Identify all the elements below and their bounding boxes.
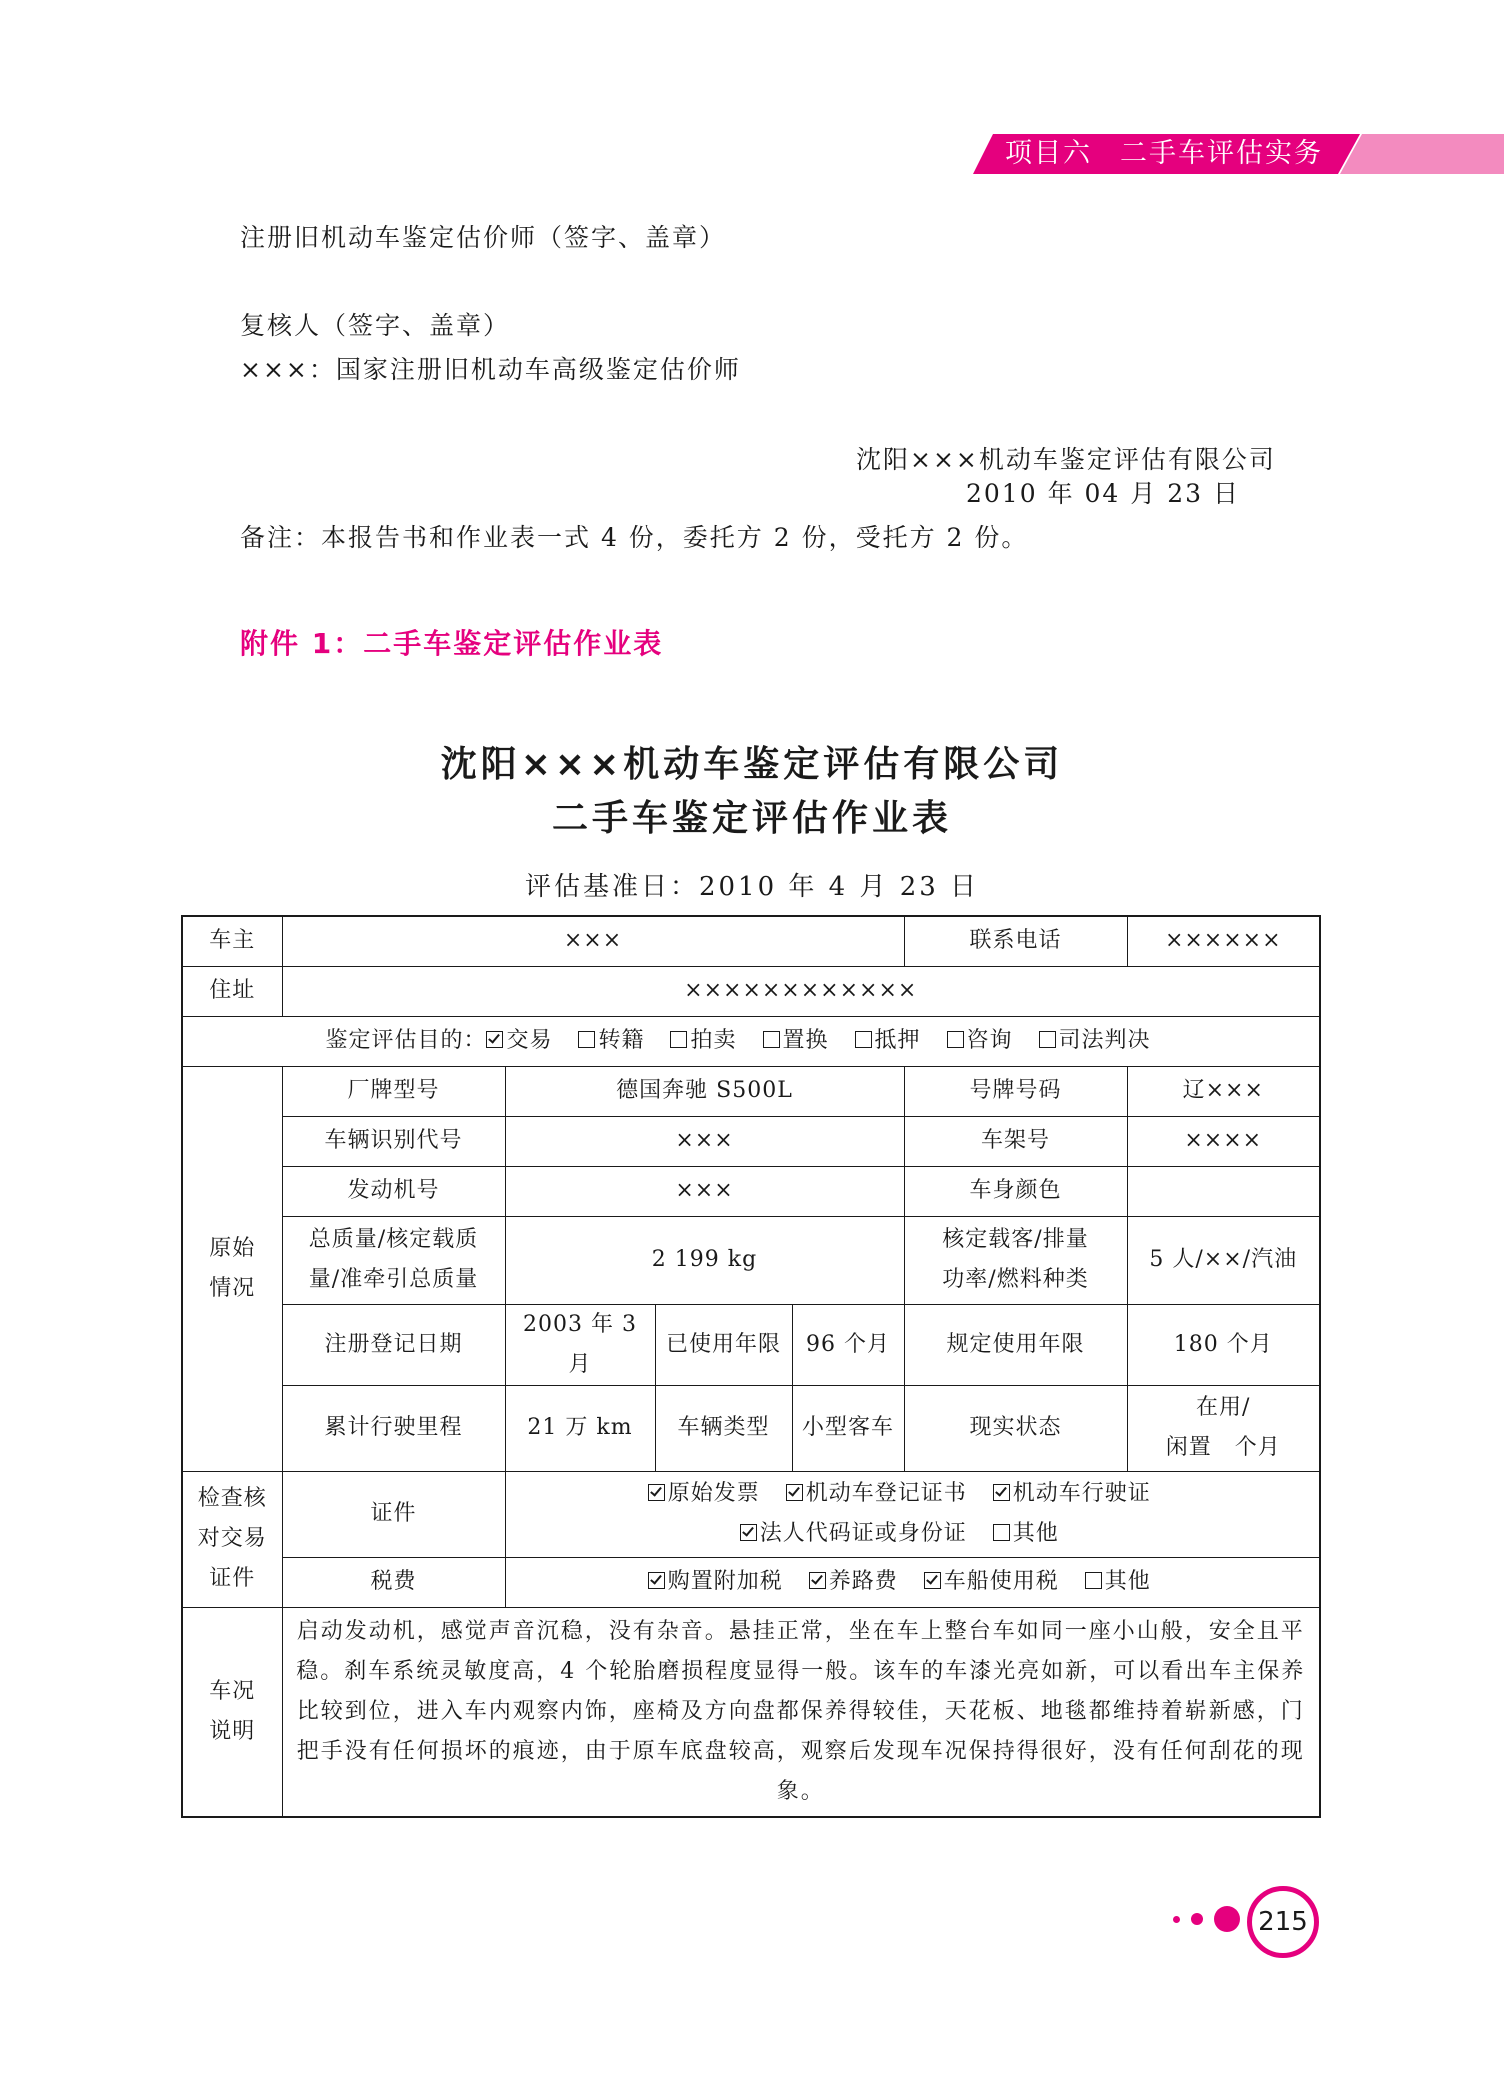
- purpose-options: [486, 1028, 1176, 1053]
- check-label-line3: 证件: [209, 1566, 256, 1591]
- mass-value: 2 199 kg: [505, 1216, 904, 1304]
- checked-box-icon: [648, 1484, 665, 1501]
- table-row: [182, 1385, 1320, 1471]
- reviewer-name: ×××：国家注册旧机动车高级鉴定估价师: [240, 355, 741, 384]
- checked-box-icon: [993, 1484, 1010, 1501]
- table-row: [182, 966, 1320, 1016]
- page-dot-small: [1173, 1916, 1180, 1923]
- document-option: [993, 1521, 1059, 1546]
- description-label-line1: 车况: [209, 1678, 256, 1704]
- empty-box-icon: [947, 1031, 964, 1048]
- frame-value: ××××: [1127, 1116, 1320, 1166]
- table-row: [182, 1166, 1320, 1216]
- mass-label-line2: 量/准牵引总质量: [308, 1267, 479, 1292]
- purpose-option-label: 抵押: [874, 1028, 921, 1053]
- header-banner-tail: [1340, 134, 1504, 174]
- purpose-label: 鉴定评估目的：: [325, 1028, 487, 1053]
- vehicle-type-label: 车辆类型: [655, 1385, 792, 1471]
- address-label: 住址: [182, 966, 282, 1016]
- empty-box-icon: [1085, 1572, 1102, 1589]
- tax-option-label: 车船使用税: [943, 1569, 1059, 1594]
- tax-option-label: 购置附加税: [667, 1569, 783, 1594]
- original-section-label: [182, 1066, 282, 1471]
- docs-label: 证件: [282, 1471, 505, 1557]
- tax-option: [648, 1569, 783, 1594]
- state-value-line1: 在用/: [1196, 1395, 1251, 1420]
- page-dot-large: [1214, 1906, 1240, 1932]
- base-date: 评估基准日：2010 年 4 月 23 日: [524, 872, 980, 902]
- purpose-option-label: 咨询: [966, 1028, 1013, 1053]
- empty-box-icon: [1039, 1031, 1056, 1048]
- purpose-option: [670, 1028, 736, 1053]
- docs-options-line2: [512, 1514, 1314, 1554]
- page-number: 215: [1247, 1886, 1319, 1958]
- description-text: 启动发动机，感觉声音沉稳，没有杂音。悬挂正常，坐在车上整台车如同一座小山般，安全且平稳。刹车系统灵敏度高，4 个轮胎磨损程度显得一般。该车的车漆光亮如新，可以看出车主保养比较到位，进入车内观察内饰，座椅及方向盘都保养得较佳，天花板、地毯都维持着崭新感，门把手没有任何损坏的痕迹，由于原车底盘较高，观察后发现车况保持得很好，没有任何刮花的现象。: [282, 1607, 1320, 1817]
- color-value: [1127, 1166, 1320, 1216]
- purpose-option-label: 司法判决: [1058, 1028, 1151, 1053]
- mass-label: [282, 1216, 505, 1304]
- purpose-option: [855, 1028, 921, 1053]
- phone-label: 联系电话: [904, 916, 1127, 966]
- vin-label: 车辆识别代号: [282, 1116, 505, 1166]
- mileage-label: 累计行驶里程: [282, 1385, 505, 1471]
- tax-option: [924, 1569, 1059, 1594]
- state-label: 现实状态: [904, 1385, 1127, 1471]
- report-note: 备注：本报告书和作业表一式 4 份，委托方 2 份，受托方 2 份。: [240, 523, 1029, 552]
- state-value: [1127, 1385, 1320, 1471]
- document-option: [993, 1481, 1151, 1506]
- page-dot-medium: [1191, 1913, 1203, 1925]
- document-option-label: 原始发票: [667, 1481, 760, 1506]
- used-years-label: 已使用年限: [655, 1304, 792, 1385]
- brand-value: 德国奔驰 S500L: [505, 1066, 904, 1116]
- vin-value: ×××: [505, 1116, 904, 1166]
- checked-box-icon: [740, 1524, 757, 1541]
- empty-box-icon: [993, 1524, 1010, 1541]
- plate-label: 号牌号码: [904, 1066, 1127, 1116]
- checked-box-icon: [809, 1572, 826, 1589]
- mass-label-line1: 总质量/核定载质: [308, 1227, 479, 1252]
- check-label-line2: 对交易: [197, 1526, 267, 1551]
- tax-option: [809, 1569, 898, 1594]
- color-label: 车身颜色: [904, 1166, 1127, 1216]
- table-row: [182, 916, 1320, 966]
- description-label-line2: 说明: [209, 1718, 256, 1744]
- owner-value: ×××: [282, 916, 904, 966]
- owner-label: 车主: [182, 916, 282, 966]
- plate-value: 辽×××: [1127, 1066, 1320, 1116]
- table-row: [182, 1066, 1320, 1116]
- purpose-option: [1039, 1028, 1151, 1053]
- reviewer-signature: 复核人（签字、盖章）: [240, 311, 511, 340]
- life-label: 规定使用年限: [904, 1304, 1127, 1385]
- check-section-label: [182, 1471, 282, 1607]
- seats-label-line2: 功率/燃料种类: [942, 1267, 1089, 1292]
- original-label-line2: 情况: [209, 1275, 256, 1301]
- seats-value: 5 人/××/汽油: [1127, 1216, 1320, 1304]
- table-row: [182, 1116, 1320, 1166]
- document-option-label: 其他: [1012, 1521, 1059, 1546]
- document-option-label: 机动车行驶证: [1012, 1481, 1151, 1506]
- evaluation-form-table: [181, 915, 1321, 1818]
- table-row: [182, 1304, 1320, 1385]
- engine-value: ×××: [505, 1166, 904, 1216]
- document-option: [648, 1481, 760, 1506]
- docs-options: [505, 1471, 1320, 1557]
- life-value: 180 个月: [1127, 1304, 1320, 1385]
- form-title-company: 沈阳×××机动车鉴定评估有限公司: [440, 744, 1064, 785]
- purpose-option: [763, 1028, 829, 1053]
- checked-box-icon: [648, 1572, 665, 1589]
- chapter-header: [1005, 134, 1351, 174]
- purpose-option: [947, 1028, 1013, 1053]
- mileage-value: 21 万 km: [505, 1385, 655, 1471]
- phone-value: ××××××: [1127, 916, 1320, 966]
- purpose-option-label: 交易: [506, 1028, 553, 1053]
- purpose-option: [578, 1028, 644, 1053]
- purpose-option: [486, 1028, 552, 1053]
- original-label-line1: 原始: [209, 1235, 256, 1261]
- checked-box-icon: [786, 1484, 803, 1501]
- tax-option-label: 其他: [1104, 1569, 1151, 1594]
- table-row: [182, 1216, 1320, 1304]
- tax-option-label: 养路费: [828, 1569, 898, 1594]
- empty-box-icon: [855, 1031, 872, 1048]
- checked-box-icon: [924, 1572, 941, 1589]
- document-option-label: 机动车登记证书: [805, 1481, 967, 1506]
- reg-date-value: 2003 年 3 月: [505, 1304, 655, 1385]
- state-value-line2: 闲置 个月: [1165, 1435, 1281, 1460]
- table-row: [182, 1016, 1320, 1066]
- vehicle-type-value: 小型客车: [792, 1385, 904, 1471]
- description-label: [182, 1607, 282, 1817]
- docs-options-line1: [512, 1474, 1314, 1514]
- document-option: [740, 1521, 967, 1546]
- attachment-title: 附件 1：二手车鉴定评估作业表: [240, 627, 664, 660]
- seats-label-line1: 核定载客/排量: [942, 1227, 1089, 1252]
- document-option: [786, 1481, 967, 1506]
- appraiser-signature: 注册旧机动车鉴定估价师（签字、盖章）: [240, 223, 727, 252]
- document-option-label: 法人代码证或身份证: [759, 1521, 967, 1546]
- tax-label: 税费: [282, 1557, 505, 1607]
- table-row: [182, 1471, 1320, 1557]
- frame-label: 车架号: [904, 1116, 1127, 1166]
- tax-option: [1085, 1569, 1151, 1594]
- empty-box-icon: [578, 1031, 595, 1048]
- tax-options: [505, 1557, 1320, 1607]
- form-title: 二手车鉴定评估作业表: [551, 798, 952, 839]
- purpose-option-label: 转籍: [598, 1028, 645, 1053]
- reg-date-label: 注册登记日期: [282, 1304, 505, 1385]
- report-date: 2010 年 04 月 23 日: [966, 479, 1240, 508]
- checked-box-icon: [486, 1031, 503, 1048]
- address-value: ××××××××××××: [282, 966, 1320, 1016]
- brand-label: 厂牌型号: [282, 1066, 505, 1116]
- table-row: [182, 1607, 1320, 1817]
- chapter-number: 项目六: [1005, 138, 1092, 169]
- used-years-value: 96 个月: [792, 1304, 904, 1385]
- purpose-row: [182, 1016, 1320, 1066]
- check-label-line1: 检查核: [197, 1486, 267, 1511]
- empty-box-icon: [763, 1031, 780, 1048]
- table-row: [182, 1557, 1320, 1607]
- seats-label: [904, 1216, 1127, 1304]
- engine-label: 发动机号: [282, 1166, 505, 1216]
- company-name: 沈阳×××机动车鉴定评估有限公司: [856, 445, 1276, 474]
- purpose-option-label: 置换: [782, 1028, 829, 1053]
- empty-box-icon: [670, 1031, 687, 1048]
- chapter-title: 二手车评估实务: [1120, 138, 1323, 169]
- purpose-option-label: 拍卖: [690, 1028, 737, 1053]
